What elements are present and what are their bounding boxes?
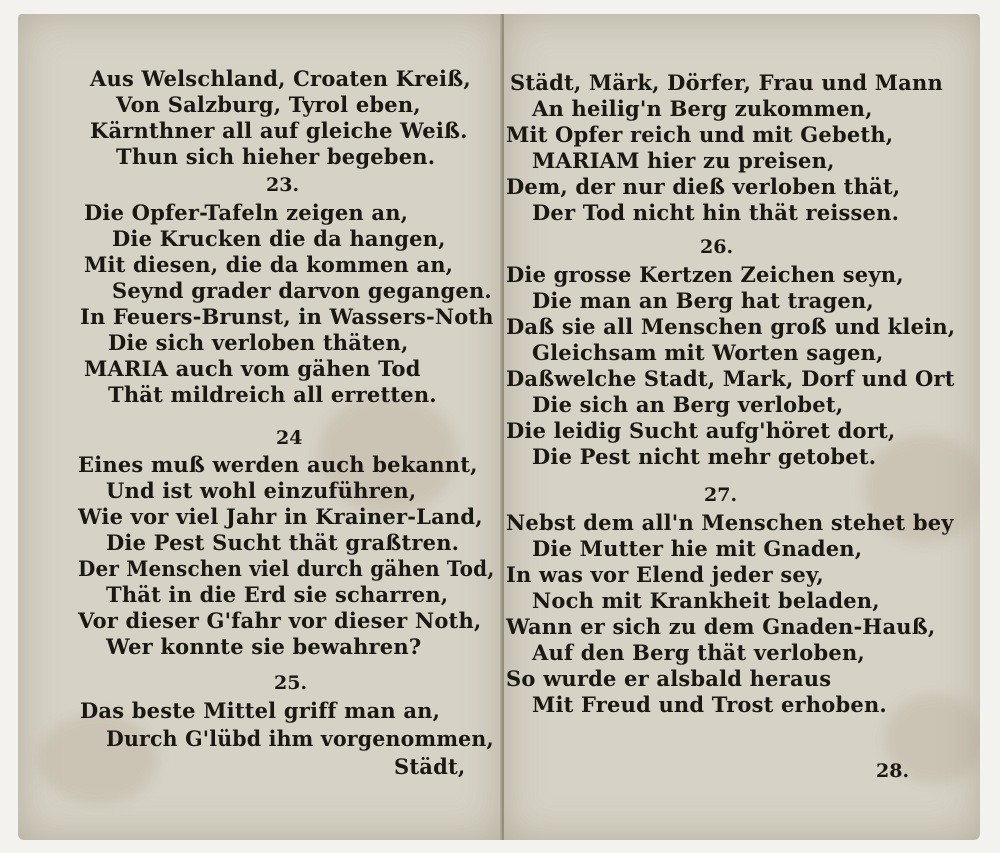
verse-line: Wann er sich zu dem Gnaden-Hauß, <box>506 614 936 639</box>
left-page <box>18 14 502 840</box>
verse-line: Mit Freud und Trost erhoben. <box>532 692 887 717</box>
verse-line: Wie vor viel Jahr in Krainer-Land, <box>78 504 483 529</box>
verse-number: 23. <box>266 174 300 196</box>
verse-line: Daß sie all Menschen groß und klein, <box>506 314 956 339</box>
verse-line: Thun sich hieher begeben. <box>116 144 436 169</box>
verse-number: 24 <box>276 427 303 449</box>
verse-line: Eines muß werden auch bekannt, <box>78 452 478 477</box>
verse-line: Der Tod nicht hin thät reissen. <box>532 200 900 225</box>
verse-line: Kärnthner all auf gleiche Weiß. <box>90 118 468 143</box>
verse-line: Thät in die Erd sie scharren, <box>106 582 449 607</box>
verse-line: Daßwelche Stadt, Mark, Dorf und Ort <box>506 366 955 391</box>
verse-line: Mit diesen, die da kommen an, <box>84 252 454 277</box>
open-booklet <box>18 14 980 840</box>
verse-line: Das beste Mittel griff man an, <box>80 698 441 723</box>
verse-line: Städt, Märk, Dörfer, Frau und Mann <box>510 70 943 95</box>
verse-line: Gleichsam mit Worten sagen, <box>532 340 884 365</box>
left-page-text <box>18 14 502 840</box>
verse-line: Auf den Berg thät verloben, <box>532 640 865 665</box>
verse-line: Die sich verloben thäten, <box>108 330 409 355</box>
verse-line: Die grosse Kertzen Zeichen seyn, <box>506 262 904 287</box>
verse-line: MARIAM hier zu preisen, <box>532 148 835 173</box>
verse-line: An heilig'n Berg zukommen, <box>532 96 873 121</box>
verse-line: Aus Welschland, Croaten Kreiß, <box>90 66 471 91</box>
verse-line: Die Mutter hie mit Gnaden, <box>532 536 863 561</box>
verse-line: Die Krucken die da hangen, <box>112 226 446 251</box>
verse-line: Wer konnte sie bewahren? <box>106 634 422 659</box>
verse-line: Die Pest nicht mehr getobet. <box>532 444 877 469</box>
verse-number: 27. <box>704 484 738 506</box>
verse-line: Durch G'lübd ihm vorgenommen, <box>106 726 494 751</box>
verse-number: 25. <box>274 672 308 694</box>
verse-line: MARIA auch vom gähen Tod <box>84 356 421 381</box>
catchword-page-number: 28. <box>876 760 910 782</box>
verse-line: Der Menschen viel durch gähen Tod, <box>78 556 495 581</box>
verse-line: Thät mildreich all erretten. <box>108 382 437 407</box>
verse-line: In was vor Elend jeder sey, <box>506 562 824 587</box>
verse-number: 26. <box>700 236 734 258</box>
verse-line: Die sich an Berg verlobet, <box>532 392 844 417</box>
right-page-text <box>504 14 980 840</box>
right-page <box>504 14 980 840</box>
verse-line: Und ist wohl einzuführen, <box>106 478 417 503</box>
verse-line: Mit Opfer reich und mit Gebeth, <box>506 122 894 147</box>
catchword: Städt, <box>394 754 466 779</box>
verse-line: Die leidig Sucht aufg'höret dort, <box>506 418 896 443</box>
verse-line: Nebst dem all'n Menschen stehet bey <box>506 510 954 535</box>
verse-line: Von Salzburg, Tyrol eben, <box>116 92 421 117</box>
verse-line: Die Opfer-Tafeln zeigen an, <box>84 200 409 225</box>
verse-line: Die Pest Sucht thät graßtren. <box>106 530 460 555</box>
verse-line: Noch mit Krankheit beladen, <box>532 588 880 613</box>
verse-line: In Feuers-Brunst, in Wassers-Noth <box>80 304 494 329</box>
verse-line: Dem, der nur dieß verloben thät, <box>506 174 901 199</box>
verse-line: Seynd grader darvon gegangen. <box>112 278 492 303</box>
verse-line: Die man an Berg hat tragen, <box>532 288 874 313</box>
verse-line: So wurde er alsbald heraus <box>506 666 832 691</box>
verse-line: Vor dieser G'fahr vor dieser Noth, <box>78 608 482 633</box>
